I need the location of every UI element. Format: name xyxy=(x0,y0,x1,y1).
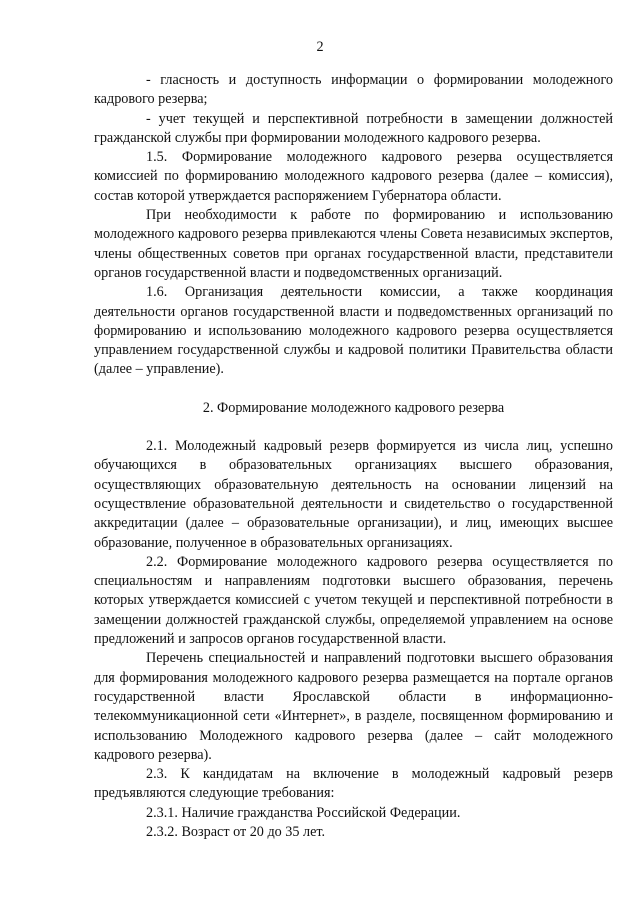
paragraph: 2.3.2. Возраст от 20 до 35 лет. xyxy=(146,823,326,840)
paragraph: 2.3.1. Наличие гражданства Российской Федерации. xyxy=(146,804,461,821)
section-heading: 2. Формирование молодежного кадрового резерва xyxy=(202,399,505,416)
paragraph: 2.2. Формирование молодежного кадрового резерва осуществляется по специальностям и направлениям подготовки высшего образования, перечень которых утверждается комиссией с учетом текущей и перспективной потребности в замещении должностей гражданской службы, определяемой управлением на основе предложений и запросов органов государственной власти. xyxy=(94,553,613,648)
paragraph: Перечень специальностей и направлений подготовки высшего образования для формирования молодежного кадрового резерва размещается на портале органов государственной власти Ярославской области в информационно-телекоммуникационной сети «Интернет», в разделе, посвященном формированию и использованию Молодежного кадрового резерва (далее – сайт молодежного кадрового резерва). xyxy=(94,650,613,763)
paragraph: - учет текущей и перспективной потребности в замещении должностей гражданской службы при формировании молодежного кадрового резерва. xyxy=(94,110,613,146)
paragraph: - гласность и доступность информации о формировании молодежного кадрового резерва; xyxy=(94,72,613,108)
paragraph: При необходимости к работе по формированию и использованию молодежного кадрового резерва привлекаются члены Совета независимых экспертов, члены общественных советов при органах государственной власти, представители органов государственной власти и подведомственных организаций. xyxy=(94,207,613,281)
document-body xyxy=(94,71,613,842)
paragraph: 2.1. Молодежный кадровый резерв формируется из числа лиц, успешно обучающихся в образовательных организациях высшего образования, осуществляющих образовательную деятельность на основании лицензий на осуществление образовательной деятельности и свидетельство о государственной аккредитации (далее – образовательные организации), и лиц, имеющих высшее образование, полученное в образовательных организациях. xyxy=(94,438,613,551)
paragraph: 1.6. Организация деятельности комиссии, а также координация деятельности органов государственной власти и подведомственных организаций по формированию и использованию молодежного кадрового резерва осуществляется управлением государственной службы и кадровой политики Правительства области (далее – управление). xyxy=(94,284,613,378)
page-number: 2 xyxy=(316,39,324,55)
paragraph: 2.3. К кандидатам на включение в молодежный кадровый резерв предъявляются следующие требования: xyxy=(94,766,613,802)
paragraph: 1.5. Формирование молодежного кадрового резерва осуществляется комиссией по формированию молодежного кадрового резерва (далее – комиссия), состав которой утверждается распоряжением Губернатора области. xyxy=(94,149,613,204)
